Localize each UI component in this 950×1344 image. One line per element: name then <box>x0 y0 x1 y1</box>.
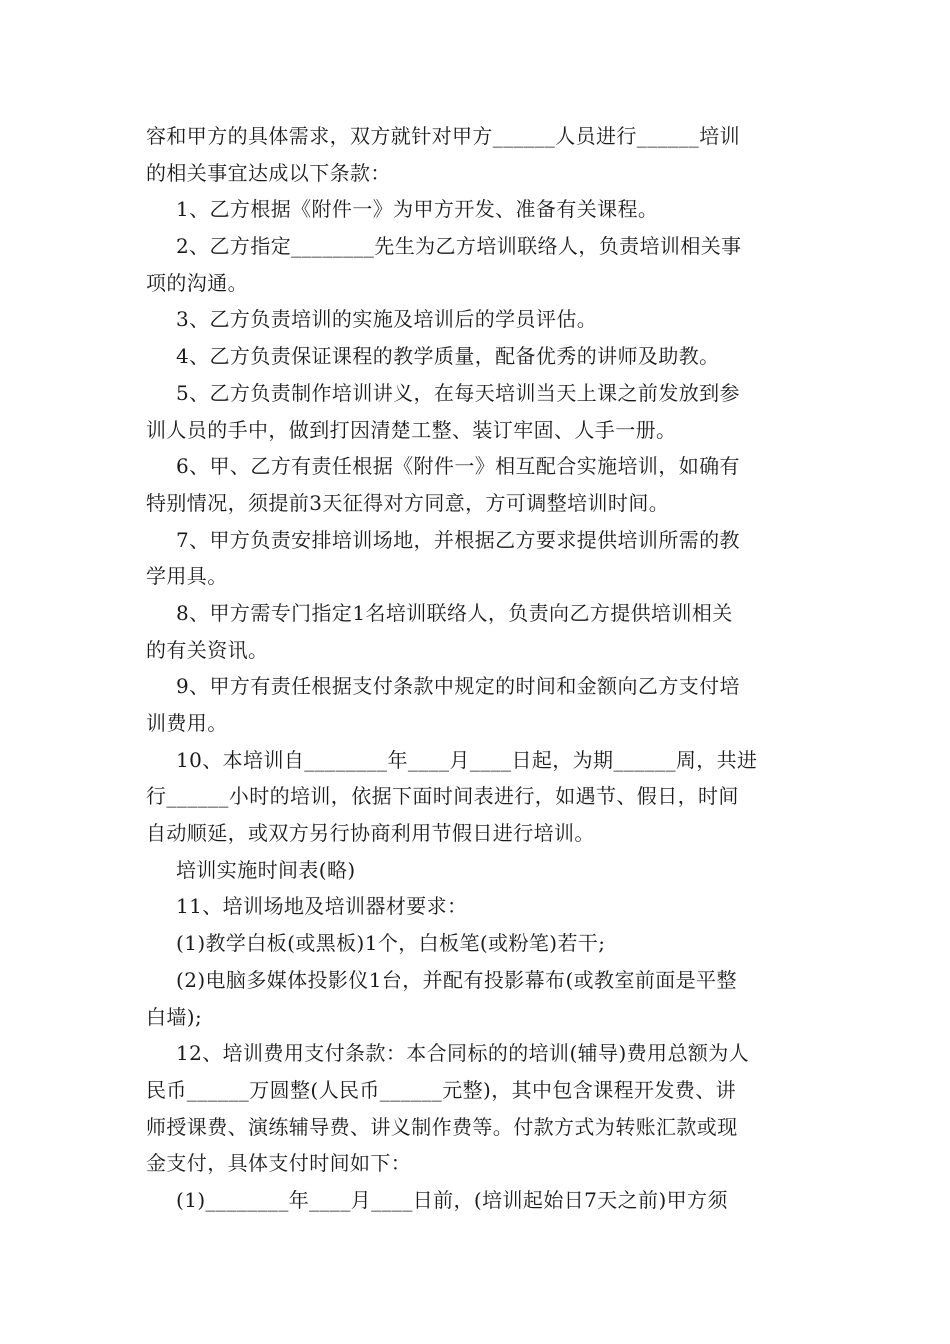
clause-6: 6、甲、乙方有责任根据《附件一》相互配合实施培训，如确有 <box>176 454 740 479</box>
clause-2: 2、乙方指定________先生为乙方培训联络人，负责培训相关事 <box>176 234 742 259</box>
clause-3: 3、乙方负责培训的实施及培训后的学员评估。 <box>176 307 598 332</box>
clause-5: 5、乙方负责制作培训讲义，在每天培训当天上课之前发放到参 <box>176 380 740 405</box>
text-line: 训人员的手中，做到打因清楚工整、装订牢固、人手一册。 <box>146 417 677 442</box>
text-line: 行______小时的培训，依据下面时间表进行，如遇节、假日，时间 <box>146 784 739 809</box>
text-line: 容和甲方的具体需求，双方就针对甲方______人员进行______培训 <box>146 124 740 148</box>
clause-11-item-1: (1)教学白板(或黑板)1个，白板笔(或粉笔)若干; <box>176 931 606 956</box>
text-line: 的有关资讯。 <box>146 637 269 662</box>
text-line: 特别情况，须提前3天征得对方同意，方可调整培训时间。 <box>146 490 670 515</box>
text-line: 白墙); <box>146 1004 203 1029</box>
text-line: 民币______万圆整(人民币______元整)，其中包含课程开发费、讲 <box>146 1077 737 1102</box>
clause-9: 9、甲方有责任根据支付条款中规定的时间和金额向乙方支付培 <box>176 674 740 699</box>
clause-8: 8、甲方需专门指定1名培训联络人，负责向乙方提供培训相关 <box>176 600 733 625</box>
schedule-note: 培训实施时间表(略) <box>176 857 356 882</box>
text-line: 师授课费、演练辅导费、讲义制作费等。付款方式为转账汇款或现 <box>146 1114 738 1139</box>
text-line: 的相关事宜达成以下条款： <box>146 160 391 185</box>
text-line: 训费用。 <box>146 711 228 735</box>
clause-7: 7、甲方负责安排培训场地，并根据乙方要求提供培训所需的教 <box>176 527 740 552</box>
clause-10: 10、本培训自________年____月____日起，为期______周，共进 <box>176 747 758 772</box>
clause-1: 1、乙方根据《附件一》为甲方开发、准备有关课程。 <box>176 197 659 222</box>
clause-11: 11、培训场地及培训器材要求： <box>176 894 468 919</box>
clause-12-item-1: (1)________年____月____日前，(培训起始日7天之前)甲方须 <box>176 1187 728 1212</box>
text-line: 金支付，具体支付时间如下： <box>146 1151 412 1176</box>
text-line: 学用具。 <box>146 564 228 589</box>
text-line: 项的沟通。 <box>146 270 248 295</box>
clause-11-item-2: (2)电脑多媒体投影仪1台，并配有投影幕布(或教室前面是平整 <box>176 967 737 992</box>
text-line: 自动顺延，或双方另行协商利用节假日进行培训。 <box>146 821 595 846</box>
clause-4: 4、乙方负责保证课程的教学质量，配备优秀的讲师及助教。 <box>176 344 720 369</box>
contract-document-body <box>146 118 806 1219</box>
clause-12: 12、培训费用支付条款：本合同标的的培训(辅导)费用总额为人 <box>176 1041 750 1066</box>
